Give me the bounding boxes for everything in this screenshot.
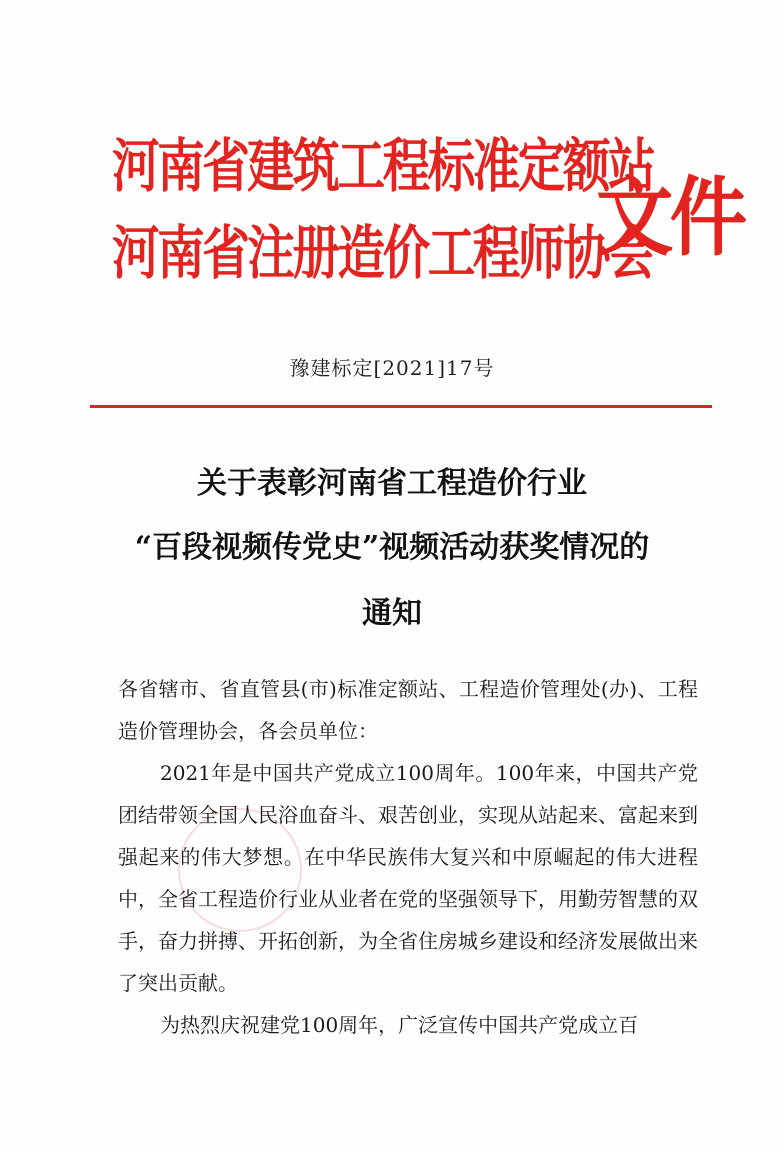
issuing-org-2: 河南省注册造价工程师协会 xyxy=(112,219,654,287)
title-line-3: 通知 xyxy=(362,596,422,631)
title-line-1: 关于表彰河南省工程造价行业 xyxy=(197,466,587,501)
body-paragraph-2: 为热烈庆祝建党100周年，广泛宣传中国共产党成立百 xyxy=(160,1013,639,1037)
document-body xyxy=(118,668,698,1046)
red-divider-line xyxy=(90,405,712,408)
body-paragraph-1: 2021年是中国共产党成立100周年。100年来，中国共产党团结带领全国人民浴血奋斗、艰苦创业，实现从站起来、富起来到强起来的伟大梦想。在中华民族伟大复兴和中原崛起的伟大进程中，全省工程造价行业从业者在党的坚强领导下，用勤劳智慧的双手，奋力拼搏、开拓创新，为全省住房城乡建设和经济发展做出来了突出贡献。 xyxy=(118,761,698,995)
title-line-2: “百段视频传党史”视频活动获奖情况的 xyxy=(134,530,650,565)
document-number: 豫建标定[2021]17号 xyxy=(289,356,495,380)
document-header xyxy=(0,0,784,320)
salutation: 各省辖市、省直管县(市)标准定额站、工程造价管理处(办)、工程造价管理协会，各会员单位： xyxy=(118,677,698,743)
issuing-org-1: 河南省建筑工程标准定额站 xyxy=(112,132,654,200)
document-type-label: 文件 xyxy=(596,168,744,268)
